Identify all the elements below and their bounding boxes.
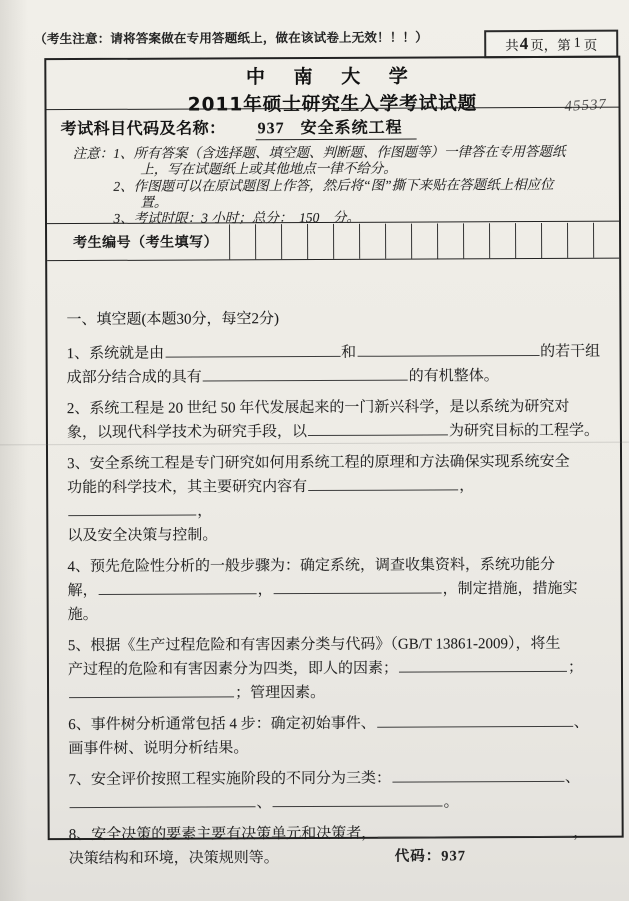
question bbox=[68, 766, 603, 816]
candidate-id-cell bbox=[307, 223, 333, 258]
question-text: 象，以现代科学技术为研究手段，以 bbox=[66, 424, 307, 442]
candidate-id-cell bbox=[567, 222, 593, 257]
subject-name: 安全系统工程 bbox=[300, 119, 403, 138]
candidate-id-row bbox=[47, 222, 619, 260]
question-text: ； bbox=[567, 659, 584, 676]
fill-in-blank bbox=[203, 366, 408, 382]
fill-in-blank bbox=[274, 578, 442, 594]
question-text: 2、系统工程是 20 世纪 50 年代发展起来的一门新兴科学，是以系统为研究对 bbox=[66, 398, 570, 418]
question-text: 的若干组 bbox=[540, 343, 601, 361]
subject-code: 937 bbox=[257, 120, 285, 138]
question-text: ， bbox=[573, 824, 589, 841]
question-text: 画事件树、说明分析结果。 bbox=[68, 740, 249, 758]
candidate-id-cell bbox=[359, 223, 385, 258]
question-text: ， bbox=[197, 503, 213, 520]
question-text: 4、预先危险性分析的一般步骤为：确定系统，调查收集资料，系统功能分 bbox=[67, 556, 556, 576]
subject-row bbox=[61, 115, 417, 140]
notes-block bbox=[73, 144, 575, 228]
question-text: 6、事件树分析通常包括 4 步：确定初始事件、 bbox=[68, 715, 376, 734]
fill-in-blank bbox=[273, 791, 443, 807]
question-text: 、 bbox=[573, 714, 589, 731]
footer-code-label: 代码： bbox=[394, 848, 442, 865]
candidate-id-cell bbox=[229, 224, 255, 259]
fill-in-blank bbox=[99, 579, 257, 595]
notes-list bbox=[113, 144, 575, 227]
note-item: 2、作图题可以在原试题图上作答，然后将“图”撕下来贴在答题纸上相应位置。 bbox=[113, 176, 554, 210]
question bbox=[67, 340, 602, 390]
subject-label: 考试科目代码及名称： bbox=[60, 120, 226, 139]
note-item: 3、考试时限：3 小时；总分： 150 分。 bbox=[113, 209, 360, 227]
page-number: 1 bbox=[573, 35, 581, 51]
candidate-id-label: 考生编号（考生填写） bbox=[73, 235, 219, 252]
question bbox=[68, 711, 603, 761]
question-text: 和 bbox=[341, 344, 357, 361]
fill-in-blank bbox=[69, 792, 255, 808]
candidate-id-cell bbox=[385, 223, 411, 258]
question-text: 1、系统就是由 bbox=[66, 345, 165, 363]
candidate-id-cell bbox=[593, 222, 619, 257]
question-text: 以及安全决策与控制。 bbox=[67, 527, 218, 545]
subject-value bbox=[256, 120, 417, 141]
candidate-id-cell bbox=[255, 224, 281, 259]
question-text: 为研究目标的工程学。 bbox=[448, 422, 599, 440]
candidate-id-cell bbox=[515, 223, 541, 258]
exam-title: 2011年硕士研究生入学考试试题 bbox=[187, 93, 478, 116]
candidate-id-cell bbox=[541, 222, 567, 257]
question-text: 、 bbox=[256, 795, 272, 812]
question-text: 7、安全评价按照工程实施阶段的不同分为三类： bbox=[68, 770, 391, 789]
candidate-id-cell bbox=[437, 223, 463, 258]
questions bbox=[67, 340, 604, 871]
question-text: 决策结构和环境，决策规则等。 bbox=[68, 850, 279, 868]
handwritten-serial: 45537 bbox=[563, 96, 607, 116]
fill-in-blank bbox=[308, 475, 458, 491]
fill-in-blank bbox=[377, 712, 573, 728]
total-pages: 4 bbox=[519, 34, 529, 54]
question-text: 的有机整体。 bbox=[408, 368, 499, 385]
question bbox=[69, 821, 604, 871]
question bbox=[67, 553, 602, 627]
question-text: 产过程的危险和有害因素分为四类，即人的因素； bbox=[67, 660, 399, 679]
fill-in-blank bbox=[308, 420, 448, 436]
question-text: 8、安全决策的要素主要有决策单元和决策者， bbox=[68, 825, 377, 844]
page-count-prefix: 共 bbox=[505, 38, 519, 54]
exam-sheet bbox=[44, 56, 623, 868]
footer-code bbox=[395, 844, 466, 865]
question-text: ， bbox=[257, 582, 273, 599]
page-count-middle: 页，第 bbox=[530, 37, 571, 54]
question-text: 5、根据《生产过程危险和有害因素分类与代码》（GB/T 13861-2009），将生 bbox=[67, 635, 561, 655]
candidate-id-cell bbox=[489, 223, 515, 258]
fill-in-blank bbox=[392, 767, 564, 783]
question-text: ，制定措施，措施实施。 bbox=[67, 580, 578, 624]
question-text: ；管理因素。 bbox=[235, 684, 326, 702]
question bbox=[68, 632, 603, 706]
question-text: 解， bbox=[67, 582, 98, 600]
fill-in-blank bbox=[165, 342, 340, 358]
section-title: 一、填空题(本题30分，每空2分) bbox=[66, 311, 279, 329]
candidate-notice: （考生注意：请将答案做在专用答题纸上，做在该试卷上无效！！！） bbox=[34, 29, 428, 47]
fill-in-blank bbox=[357, 341, 539, 357]
question-text: 成部分结合成的具有 bbox=[66, 369, 202, 387]
fill-in-blank bbox=[69, 682, 234, 698]
candidate-id-cell bbox=[463, 223, 489, 258]
candidate-id-cells bbox=[229, 222, 619, 259]
question bbox=[67, 450, 602, 548]
candidate-id-cell bbox=[281, 224, 307, 259]
page-count-box bbox=[484, 30, 618, 59]
university-title: 中 南 大 学 bbox=[245, 65, 419, 89]
note-item: 1、所有答案（含选择题、填空题、判断题、作图题等）一律答在专用答题纸上，写在试题纸上或其他地点一律不给分。 bbox=[113, 143, 566, 178]
fill-in-blank bbox=[68, 501, 196, 517]
question bbox=[67, 395, 602, 445]
fill-in-blank bbox=[399, 657, 567, 673]
candidate-id-cell bbox=[411, 223, 437, 258]
question-text: 3、安全系统工程是专门研究如何用系统工程的原理和方法确保实现系统安全 bbox=[67, 453, 570, 473]
fill-in-blank bbox=[377, 822, 572, 838]
question-text: 、 bbox=[564, 769, 580, 786]
candidate-id-cell bbox=[333, 223, 359, 258]
footer-code-value: 937 bbox=[441, 848, 467, 865]
question-text: 。 bbox=[443, 794, 459, 811]
question-text: ， bbox=[459, 478, 475, 495]
question-text: 功能的科学技术，其主要研究内容有 bbox=[67, 479, 308, 497]
page-count-suffix: 页 bbox=[583, 37, 598, 53]
notes-label: 注意： bbox=[72, 145, 114, 162]
